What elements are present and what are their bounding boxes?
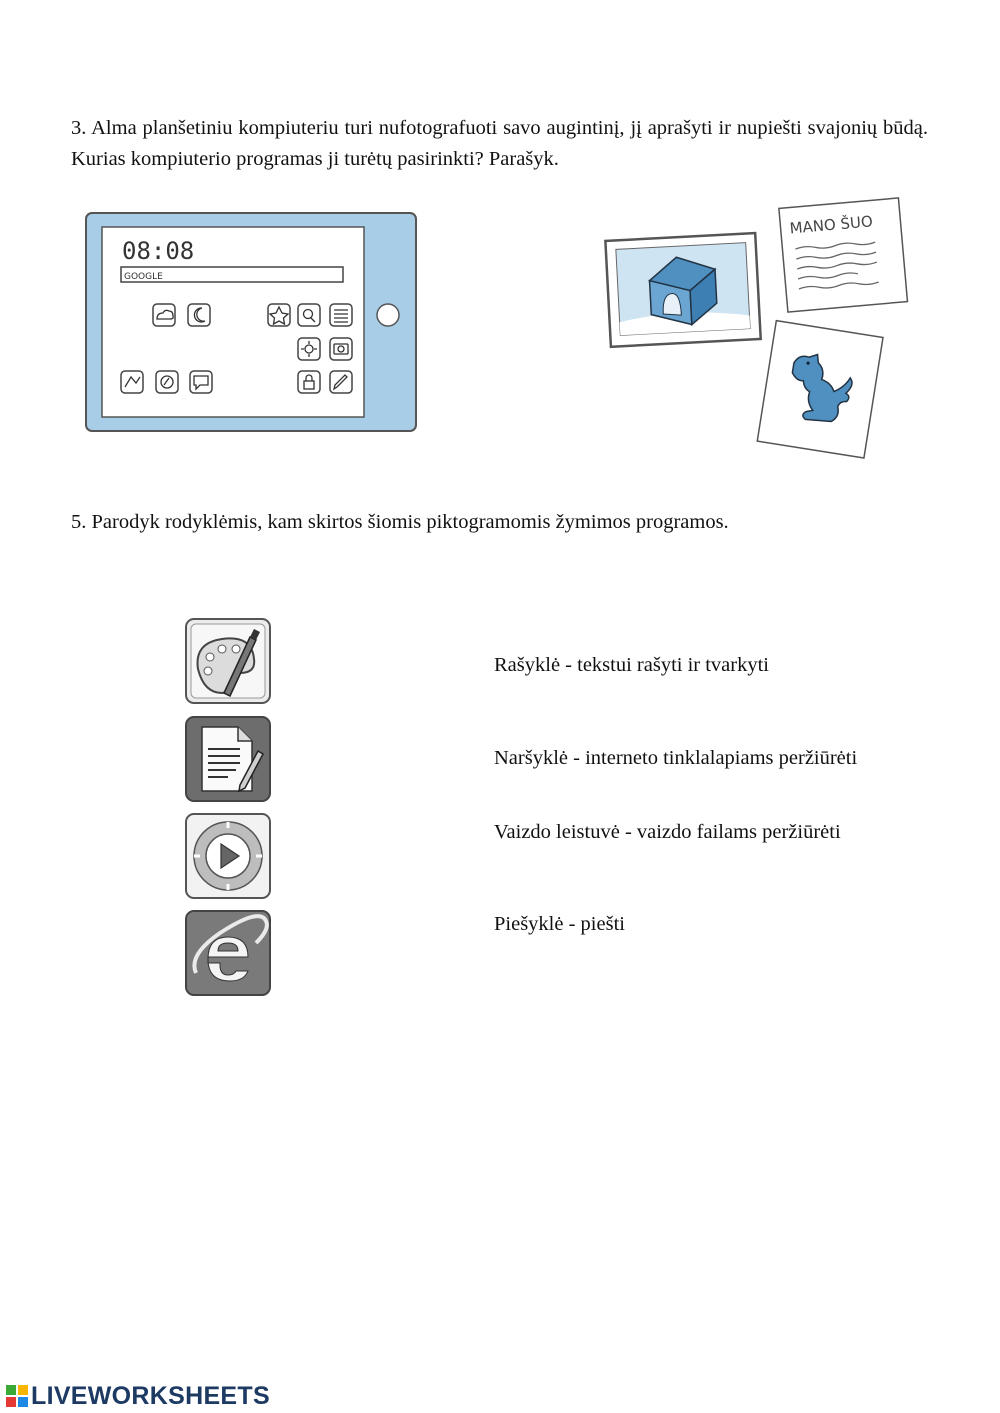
liveworksheets-logo-icon [6,1385,28,1407]
question-3-text: 3. Alma planšetiniu kompiuteriu turi nufotografuoti savo augintinį, jį aprašyti ir nupiešti svajonių būdą. Kurias kompiuterio programas ji turėtų pasirinkti? Parašyk. [71,117,928,170]
magnifier-app-icon [298,304,320,326]
pet-illustration [598,195,918,467]
chat-app-icon [190,371,212,393]
internet-explorer-icon [184,909,272,997]
notes-app-icon [330,304,352,326]
compass-app-icon [156,371,178,393]
paint-palette-icon [184,617,272,705]
note-paper [779,198,908,312]
home-button-icon [377,304,399,326]
footer-brand: LIVEWORKSHEETS [31,1381,270,1410]
option-paint-program: Piešyklė - piešti [494,913,625,935]
camera-app-icon [330,338,352,360]
option-video-player: Vaizdo leistuvė - vaizdo failams peržiūrėti [494,821,841,843]
dog-drawing [757,321,883,458]
question-5-text: 5. Parodyk rodyklėmis, kam skirtos šiomis piktogramomis žymimos programos. [71,511,729,533]
option-browser: Naršyklė - interneto tinklalapiams peržiūrėti [494,747,858,769]
video-player-icon [184,812,272,900]
lock-app-icon [298,371,320,393]
footer-logo [6,1381,270,1411]
moon-app-icon [188,304,210,326]
map-app-icon [121,371,143,393]
tablet-clock: 08:08 [122,237,195,265]
note-title: MANO ŠUO [788,212,874,238]
option-text-editor: Rašyklė - tekstui rašyti ir tvarkyti [494,654,769,676]
doghouse-photo [605,233,760,347]
text-document-icon [184,715,272,803]
cloud-app-icon [153,304,175,326]
tablet-search-text: GOOGLE [124,272,163,282]
tablet-illustration [84,211,418,433]
